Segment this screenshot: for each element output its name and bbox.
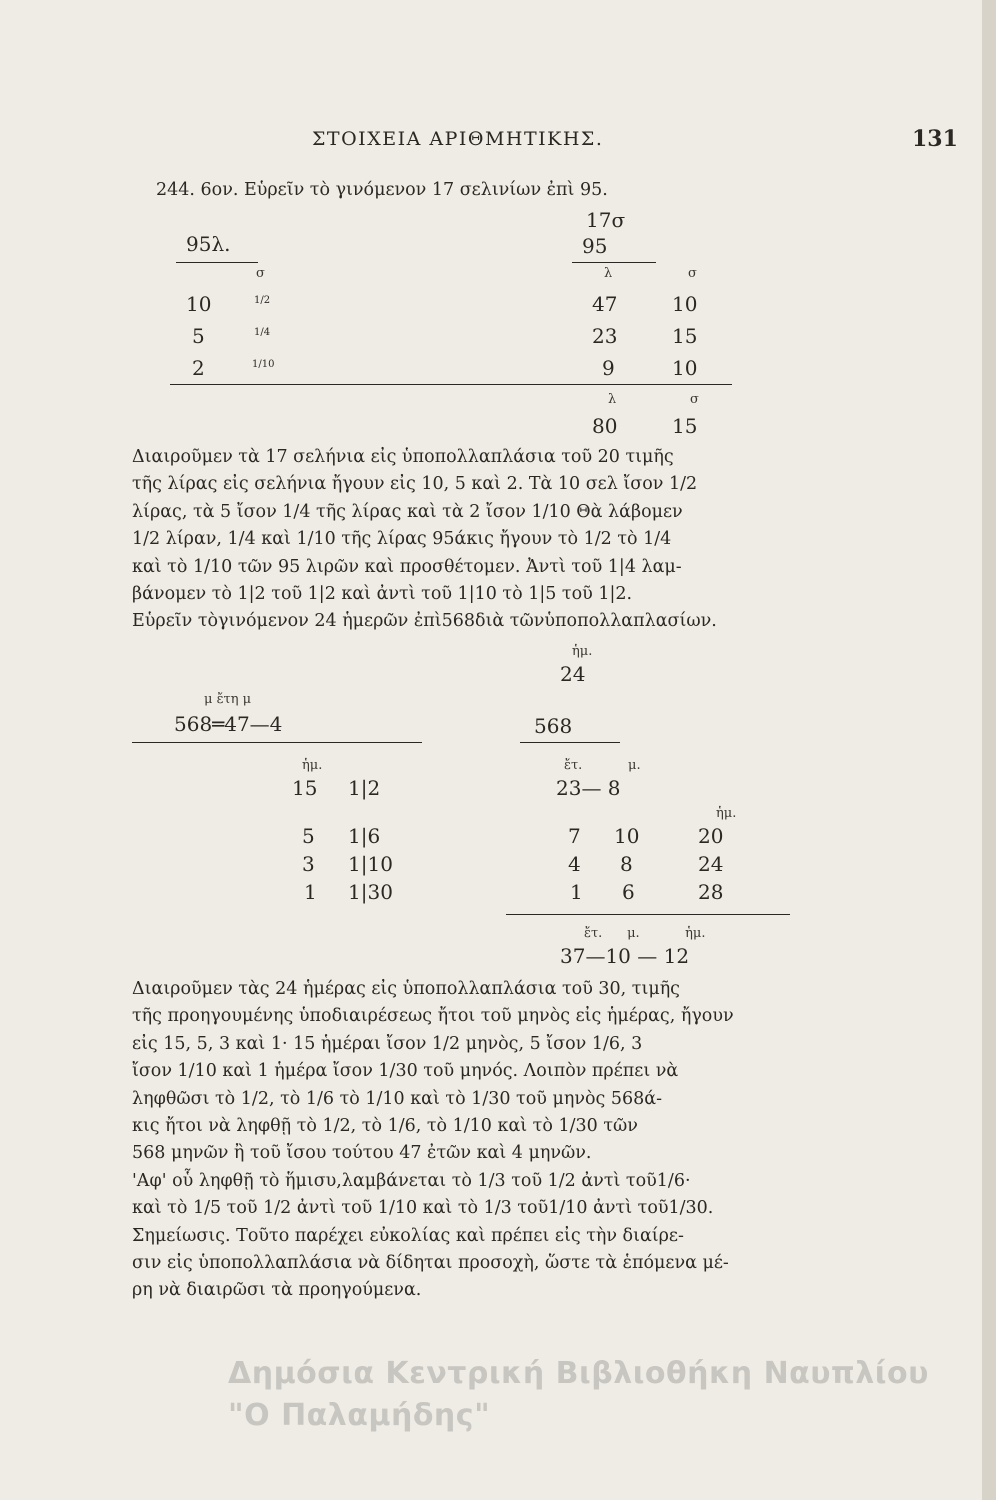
right-row-s: 15 xyxy=(672,324,698,348)
right-multiplicand: 17σ xyxy=(586,208,626,232)
text-line: εἰς 15, 5, 3 καὶ 1· 15 ἡμέραι ἴσον 1/2 μηνὸς, 5 ἴσον 1/6, 3 xyxy=(132,1033,643,1054)
unit-labels: μ ἔτη μ xyxy=(204,692,252,707)
left-row-num: 5 xyxy=(302,824,315,848)
total: 37—10 — 12 xyxy=(560,944,690,968)
library-watermark-line2: "Ο Παλαμήδης" xyxy=(228,1398,491,1433)
left-row-num: 5 xyxy=(192,324,205,348)
paragraph xyxy=(132,444,792,636)
running-title: ΣΤΟΙΧΕΙΑ ΑΡΙΘΜΗΤΙΚΗΣ. xyxy=(312,128,604,150)
page-number: 131 xyxy=(912,126,958,152)
left-row-fraction: 1/2 xyxy=(254,295,271,306)
left-row-fraction: 1|30 xyxy=(348,880,393,904)
right-row-s: 10 xyxy=(672,356,698,380)
unit-label: λ xyxy=(604,266,613,281)
total-rule xyxy=(506,914,790,915)
left-header: 568═47—4 xyxy=(174,712,283,736)
right-row-a: 1 xyxy=(570,880,583,904)
unit-label: ἡμ. xyxy=(302,758,323,773)
text-line: 1/2 λίραν, 1/4 καὶ 1/10 τῆς λίρας 95άκις ἤγουν τὸ 1/2 τὸ 1/4 xyxy=(132,529,672,550)
text-line: 568 μηνῶν ἢ τοῦ ἴσου τούτου 47 ἐτῶν καὶ 4 μηνῶν. xyxy=(132,1143,592,1164)
right-row-l: 23 xyxy=(592,324,618,348)
right-header-rule xyxy=(520,742,620,743)
right-row-b: 8 xyxy=(620,852,633,876)
right-multiplier: 568 xyxy=(534,714,573,738)
text-line: σιν εἰς ὑποπολλαπλάσια νὰ δίδηται προσοχὴ, ὥστε τὰ ἑπόμενα μέ- xyxy=(132,1253,729,1274)
left-row-fraction: 1|10 xyxy=(348,852,393,876)
left-row-fraction: 1/10 xyxy=(252,359,275,370)
unit-label: ἔτ. xyxy=(564,758,583,773)
right-row-b: 6 xyxy=(622,880,635,904)
text-line: καὶ τὸ 1/10 τῶν 95 λιρῶν καὶ προσθέτομεν. Ἀντὶ τοῦ 1|4 λαμ- xyxy=(132,556,682,577)
right-row-b: 10 xyxy=(614,824,640,848)
text-line: ρη νὰ διαιρῶσι τὰ προηγούμενα. xyxy=(132,1280,422,1301)
paragraph xyxy=(132,976,792,1305)
text-line: καὶ τὸ 1/5 τοῦ 1/2 ἀντὶ τοῦ 1/10 καὶ τὸ 1/3 τοῦ1/10 ἀντὶ τοῦ1/30. xyxy=(132,1198,714,1219)
right-row-c: 28 xyxy=(698,880,724,904)
library-watermark-line1: Δημόσια Κεντρική Βιβλιοθήκη Ναυπλίου xyxy=(228,1356,929,1391)
right-header-rule xyxy=(572,262,656,263)
unit-label: ἡμ. xyxy=(572,644,593,659)
left-row-num: 1 xyxy=(304,880,317,904)
text-line: τῆς λίρας εἰς σελήνια ἤγουν εἰς 10, 5 καὶ 2. Τὰ 10 σελ ἴσον 1/2 xyxy=(132,474,698,495)
total-l: 80 xyxy=(592,414,618,438)
unit-label: σ xyxy=(256,266,265,281)
left-row-fraction: 1|2 xyxy=(348,776,381,800)
left-row-fraction: 1|6 xyxy=(348,824,381,848)
right-first-row: 23— 8 xyxy=(556,776,621,800)
left-header-rule xyxy=(176,262,258,263)
text-line: 'Αφ' οὗ ληφθῇ τὸ ἥμισυ,λαμβάνεται τὸ 1/3 τοῦ 1/2 ἀντὶ τοῦ1/6· xyxy=(132,1170,691,1191)
right-multiplier: 95 xyxy=(582,234,608,258)
left-row-num: 10 xyxy=(186,292,212,316)
left-header: 95λ. xyxy=(186,232,231,256)
text-line: τῆς προηγουμένης ὑποδιαιρέσεως ἤτοι τοῦ μηνὸς εἰς ἡμέρας, ἤγουν xyxy=(132,1006,734,1027)
problem-statement: 244. 6ον. Εὑρεῖν τὸ γινόμενον 17 σελινίων ἐπὶ 95. xyxy=(156,180,608,200)
right-row-s: 10 xyxy=(672,292,698,316)
unit-label: σ xyxy=(690,392,699,407)
text-line: βάνομεν τὸ 1|2 τοῦ 1|2 καὶ ἀντὶ τοῦ 1|10 τὸ 1|5 τοῦ 1|2. xyxy=(132,584,633,605)
left-header-rule xyxy=(132,742,422,743)
unit-label: μ. xyxy=(628,758,641,773)
left-row-num: 3 xyxy=(302,852,315,876)
unit-labels: ἔτ. μ. ἡμ. xyxy=(584,926,706,941)
right-row-l: 47 xyxy=(592,292,618,316)
right-row-a: 4 xyxy=(568,852,581,876)
text-line: λίρας, τὰ 5 ἴσον 1/4 τῆς λίρας καὶ τὰ 2 ἴσον 1/10 Θὰ λάβομεν xyxy=(132,501,683,522)
text-line: Σημείωσις. Τοῦτο παρέχει εὐκολίας καὶ πρέπει εἰς τὴν διαίρε- xyxy=(132,1225,684,1246)
right-row-a: 7 xyxy=(568,824,581,848)
page-edge-shadow xyxy=(982,0,996,1500)
text-line: ληφθῶσι τὸ 1/2, τὸ 1/6 τὸ 1/10 καὶ τὸ 1/30 τοῦ μηνὸς 568ά- xyxy=(132,1088,662,1109)
left-row-num: 2 xyxy=(192,356,205,380)
text-line: Διαιροῦμεν τὰς 24 ἡμέρας εἰς ὑποπολλαπλάσια τοῦ 30, τιμῆς xyxy=(132,979,680,999)
unit-label: σ xyxy=(688,266,697,281)
right-row-l: 9 xyxy=(602,356,615,380)
total-s: 15 xyxy=(672,414,698,438)
unit-label: λ xyxy=(608,392,617,407)
text-line: Διαιροῦμεν τὰ 17 σελήνια εἰς ὑποπολλαπλάσια τοῦ 20 τιμῆς xyxy=(132,447,674,467)
right-multiplicand: 24 xyxy=(560,662,586,686)
right-row-c: 24 xyxy=(698,852,724,876)
total-rule xyxy=(170,384,732,385)
unit-label: ἡμ. xyxy=(716,806,737,821)
text-line: Εὑρεῖν τὸγινόμενον 24 ἡμερῶν ἐπὶ568διὰ τῶνὑποπολλαπλασίων. xyxy=(132,611,717,632)
left-row-num: 15 xyxy=(292,776,318,800)
right-row-c: 20 xyxy=(698,824,724,848)
text-line: κις ἤτοι νὰ ληφθῇ τὸ 1/2, τὸ 1/6, τὸ 1/10 καὶ τὸ 1/30 τῶν xyxy=(132,1116,638,1137)
left-row-fraction: 1/4 xyxy=(254,327,271,338)
text-line: ἴσον 1/10 καὶ 1 ἡμέρα ἴσον 1/30 τοῦ μηνός. Λοιπὸν πρέπει νὰ xyxy=(132,1061,679,1082)
